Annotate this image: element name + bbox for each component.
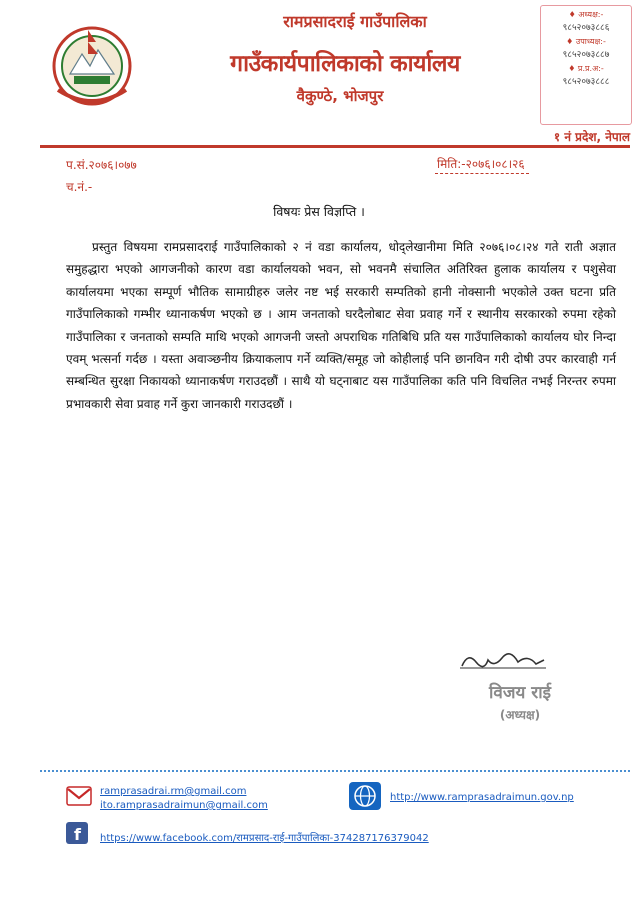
header-divider (40, 145, 630, 148)
facebook-link[interactable]: https://www.facebook.com/रामप्रसाद-राई-गाउँपालिका-374287176379042 (100, 833, 429, 844)
contact-numbers-box (540, 5, 632, 125)
letter-body: प्रस्तुत विषयमा रामप्रसादराई गाउँपालिकाको २ नं वडा कार्यालय, धोद्लेखानीमा मिति २०७६।०८।२४ गते राती अज्ञात समुहद्धारा भएको आगजनीको कारण वडा कार्यालयको भवन, सो भवनमै संचालित अतिरिक्त हुलाक कार्यालय र पशुसेवा कार्यालयमा भएका सम्पूर्ण भौतिक सामाग्रीहरु जलेर नष्ट भई सरकारी सम्पतिको हानी नोक्सानी भएकोले उक्त घटना प्रति गाउँपालिकाको गम्भीर ध्यानाकर्षण भएको छ । आम जनताको घरदैलोबाट सेवा प्रवाह गर्ने र स्थानीय सरकारको रुपमा रहेको गाउँपालिका र जनताको सम्पति माथि भएको आगजनी जस्तो अपराधिक गतिबिधि प्रति यस गाउँपालिकाको कार्यालय घोर निन्दा एवम् भत्सर्ना गर्दछ । यस्ता अवाञ्छनीय क्रियाकलाप गर्ने व्यक्ति/समूह जो कोहीलाई पनि छानविन गरी दोषी उपर कारवाही गर्न सम्बन्धित सुरक्षा निकायको ध्यानाकर्षण गराउदछौं । साथै यो घट्नाबाट यस गाउँपालिका कति पनि विचलित नभई निरन्तर रुपमा प्रभावकारी सेवा प्रवाह गर्ने कुरा जानकारी गराउदछौं । (66, 240, 616, 411)
reference-number: प.सं.२०७६।०७७ (66, 158, 137, 172)
province-label: १ नं प्रदेश, नेपाल (553, 130, 630, 144)
footer-divider (40, 770, 630, 772)
contact-number: ९८५२०७३८८८ (562, 77, 610, 87)
signature-icon (458, 648, 548, 672)
contact-number: ९८५२०७३८८७ (562, 50, 610, 60)
dispatch-number: च.नं.- (66, 180, 93, 194)
municipality-name: रामप्रसादराई गाउँपालिका (283, 12, 427, 31)
office-location: वैकुण्ठे, भोजपुर (296, 87, 384, 105)
date-text: मिति:-२०७६।०८।२६ (435, 155, 529, 174)
website-link[interactable]: http://www.ramprasadraimun.gov.np (390, 792, 574, 803)
signatory-title: (अध्यक्ष) (499, 708, 541, 722)
contact-number: ९८५२०७३८८६ (562, 23, 610, 33)
gmail-icon (66, 783, 92, 809)
contact-vice-chairperson (541, 36, 631, 60)
office-title: गाउँकार्यपालिकाको कार्यालय (230, 51, 460, 77)
nepal-emblem-icon (48, 20, 136, 110)
email-link-it[interactable]: ito.ramprasadraimun@gmail.com (100, 800, 268, 811)
facebook-icon (66, 822, 88, 844)
svg-text:f: f (74, 825, 81, 844)
signatory-name: विजय राई (489, 683, 551, 703)
contact-label: ♦ उपाध्यक्ष:- (566, 37, 606, 46)
contact-label: ♦ प्र.प्र.अ:- (568, 64, 604, 73)
letter-subject: विषयः प्रेस विज्ञप्ति । (273, 204, 365, 219)
contact-cao (541, 63, 631, 87)
website-globe-icon (348, 781, 382, 811)
email-link-primary[interactable]: ramprasadrai.rm@gmail.com (100, 786, 247, 797)
letter-date (435, 155, 625, 174)
contact-chairperson (541, 9, 631, 33)
contact-label: ♦ अध्यक्ष:- (568, 10, 604, 19)
